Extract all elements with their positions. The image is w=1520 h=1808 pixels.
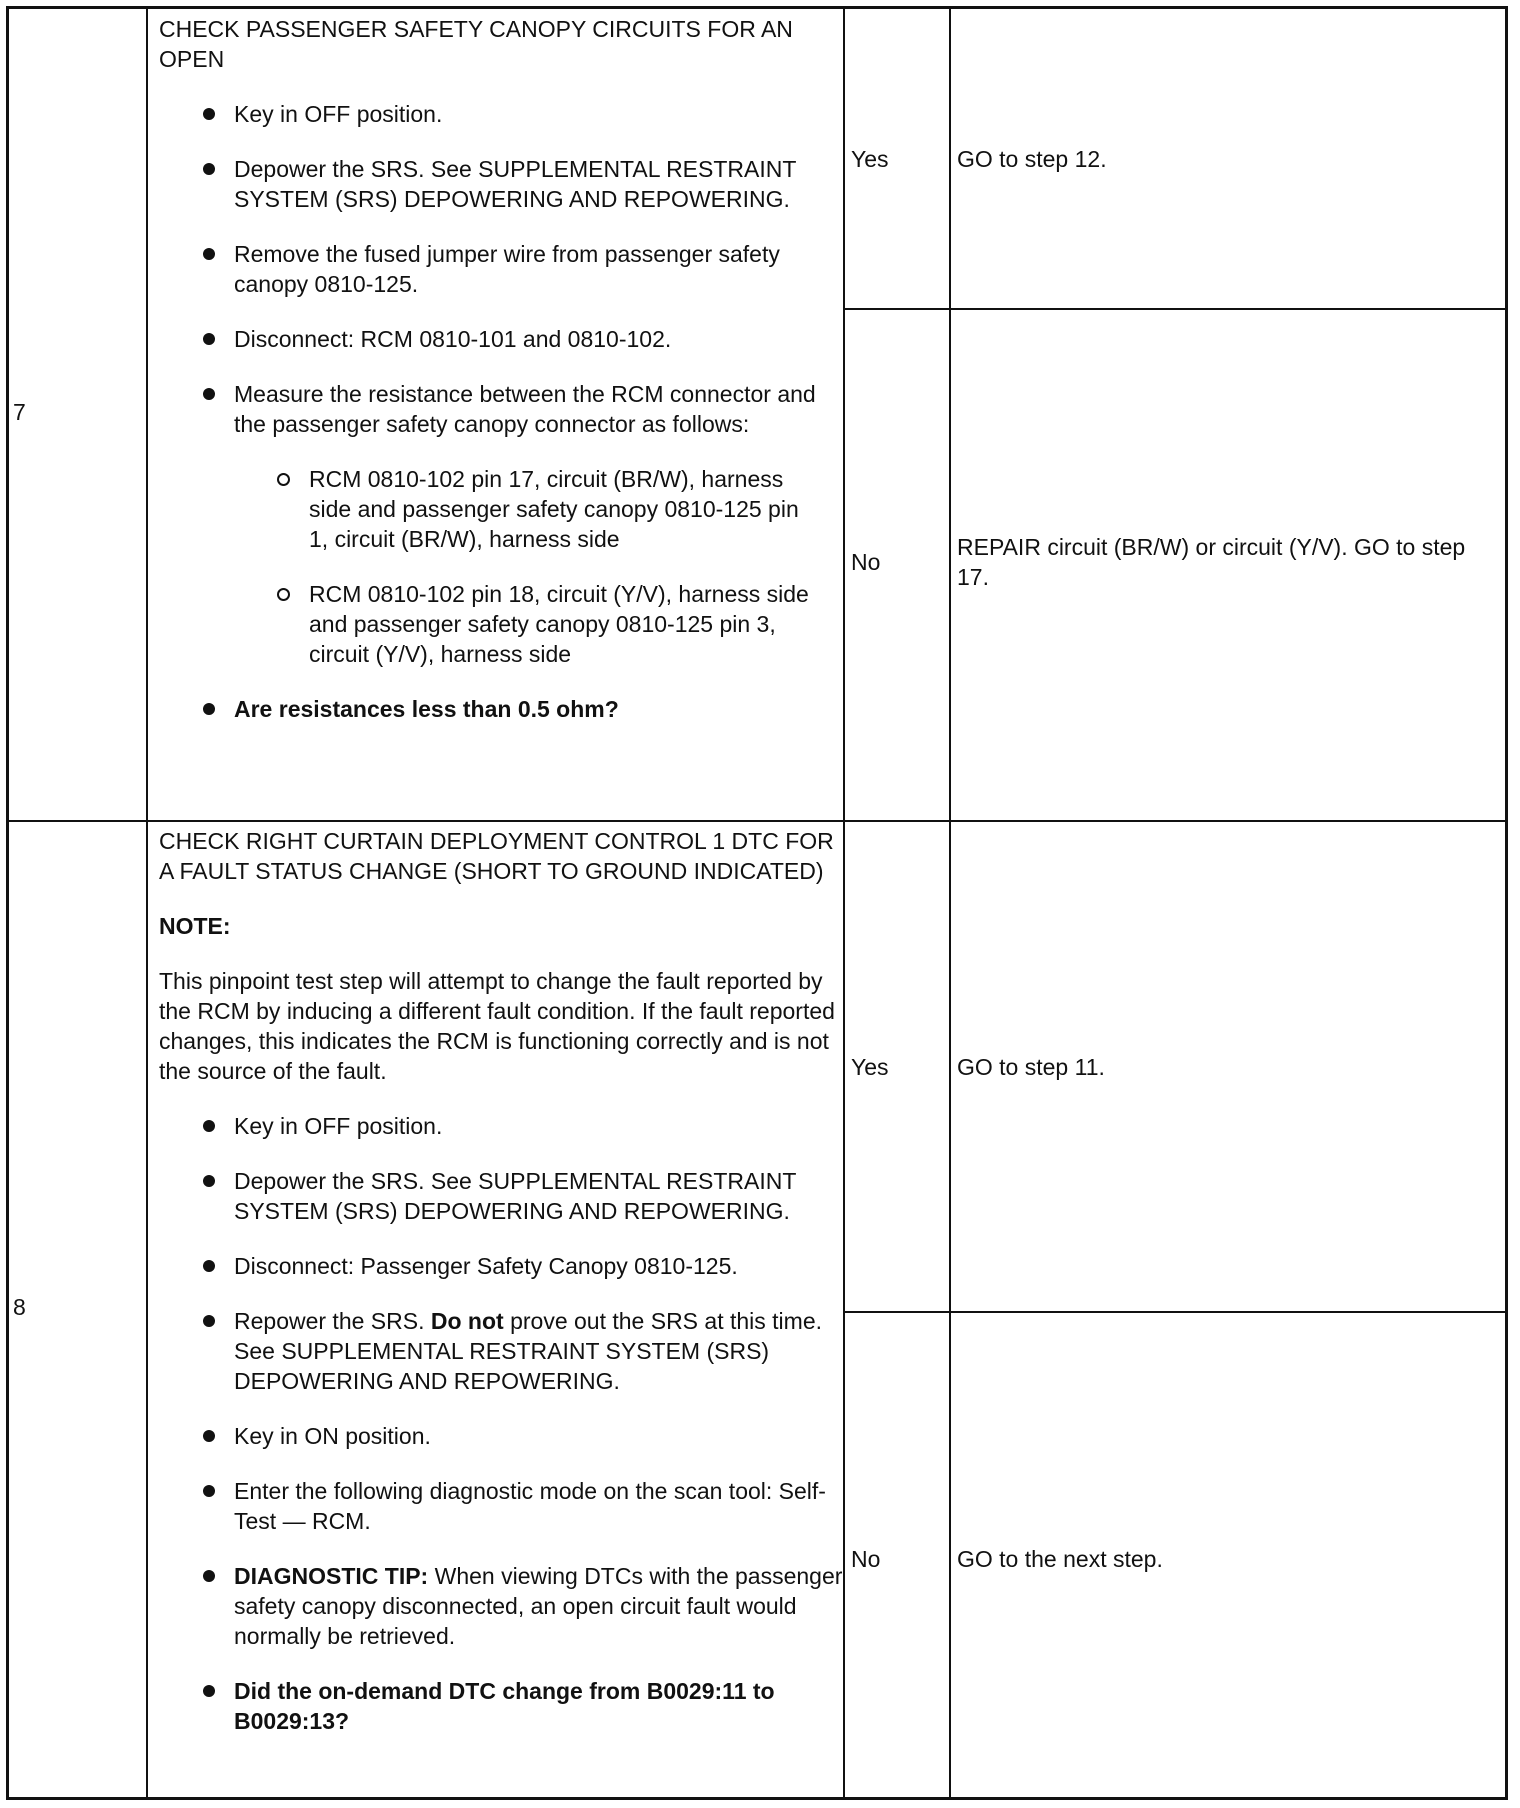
yes-label: Yes	[851, 1054, 889, 1080]
list-item: Disconnect: Passenger Safety Canopy 0810-125.	[159, 1251, 839, 1281]
yes-action: GO to step 12.	[957, 146, 1107, 172]
yes-label: Yes	[851, 146, 889, 172]
column-divider	[146, 9, 148, 1797]
list-item: Key in ON position.	[159, 1421, 839, 1451]
bullet-icon	[203, 1685, 215, 1697]
list-item: Measure the resistance between the RCM connector and the passenger safety canopy connector as follows:	[159, 379, 839, 439]
bullet-icon	[203, 108, 215, 120]
list-item: Repower the SRS. Do not prove out the SRS at this time. See SUPPLEMENTAL RESTRAINT SYSTEM (SRS) DEPOWERING AND REPOWERING.	[159, 1306, 839, 1396]
note-text: This pinpoint test step will attempt to change the fault reported by the RCM by inducing a different fault condition. If the fault reported changes, this indicates the RCM is functioning correctly and is not the source of the fault.	[159, 968, 835, 1084]
row-divider	[9, 820, 1505, 822]
list-item: Key in OFF position.	[159, 99, 839, 129]
list-item: Depower the SRS. See SUPPLEMENTAL RESTRAINT SYSTEM (SRS) DEPOWERING AND REPOWERING.	[159, 154, 839, 214]
note-label: NOTE:	[159, 913, 231, 939]
yes-action: GO to step 11.	[957, 1054, 1105, 1080]
list-item-tip: DIAGNOSTIC TIP: When viewing DTCs with the passenger safety canopy disconnected, an open circuit fault would normally be retrieved.	[159, 1561, 844, 1651]
step-number: 8	[13, 1294, 26, 1320]
step-title: CHECK PASSENGER SAFETY CANOPY CIRCUITS FOR AN OPEN	[159, 16, 793, 72]
bullet-icon	[203, 1430, 215, 1442]
no-label: No	[851, 549, 881, 575]
no-label: No	[851, 1546, 881, 1572]
sub-bullet-icon	[277, 588, 290, 601]
step-8-test-details	[159, 826, 843, 1761]
sub-bullet-icon	[277, 473, 290, 486]
list-item: Disconnect: RCM 0810-101 and 0810-102.	[159, 324, 839, 354]
list-item: Depower the SRS. See SUPPLEMENTAL RESTRAINT SYSTEM (SRS) DEPOWERING AND REPOWERING.	[159, 1166, 839, 1226]
bullet-icon	[203, 1260, 215, 1272]
step-number: 7	[13, 399, 26, 425]
list-item-question: Did the on-demand DTC change from B0029:11 to B0029:13?	[159, 1676, 854, 1736]
bullet-icon	[203, 333, 215, 345]
bullet-icon	[203, 703, 215, 715]
column-divider	[949, 9, 951, 1797]
step-7-test-details	[159, 14, 839, 749]
bullet-icon	[203, 1570, 215, 1582]
list-item: Enter the following diagnostic mode on the scan tool: Self-Test — RCM.	[159, 1476, 839, 1536]
column-divider	[843, 9, 845, 1797]
list-item-question: Are resistances less than 0.5 ohm?	[159, 694, 839, 724]
list-item: Key in OFF position.	[159, 1111, 839, 1141]
row-divider	[843, 308, 1505, 310]
bullet-icon	[203, 1315, 215, 1327]
bullet-icon	[203, 248, 215, 260]
bullet-icon	[203, 1175, 215, 1187]
bullet-icon	[203, 1120, 215, 1132]
sub-list-item: RCM 0810-102 pin 18, circuit (Y/V), harness side and passenger safety canopy 0810-125 pin 3, circuit (Y/V), harness side	[159, 579, 809, 669]
list-item: Remove the fused jumper wire from passenger safety canopy 0810-125.	[159, 239, 834, 299]
step-title: CHECK RIGHT CURTAIN DEPLOYMENT CONTROL 1 DTC FOR A FAULT STATUS CHANGE (SHORT TO GROUND INDICATED)	[159, 828, 834, 884]
no-action: REPAIR circuit (BR/W) or circuit (Y/V). GO to step 17.	[957, 534, 1466, 590]
no-action: GO to the next step.	[957, 1546, 1163, 1572]
bullet-icon	[203, 1485, 215, 1497]
sub-list-item: RCM 0810-102 pin 17, circuit (BR/W), harness side and passenger safety canopy 0810-125 pin 1, circuit (BR/W), harness side	[159, 464, 799, 554]
diagnostic-table	[6, 6, 1508, 1800]
bullet-icon	[203, 388, 215, 400]
bullet-icon	[203, 163, 215, 175]
row-divider	[843, 1311, 1505, 1313]
